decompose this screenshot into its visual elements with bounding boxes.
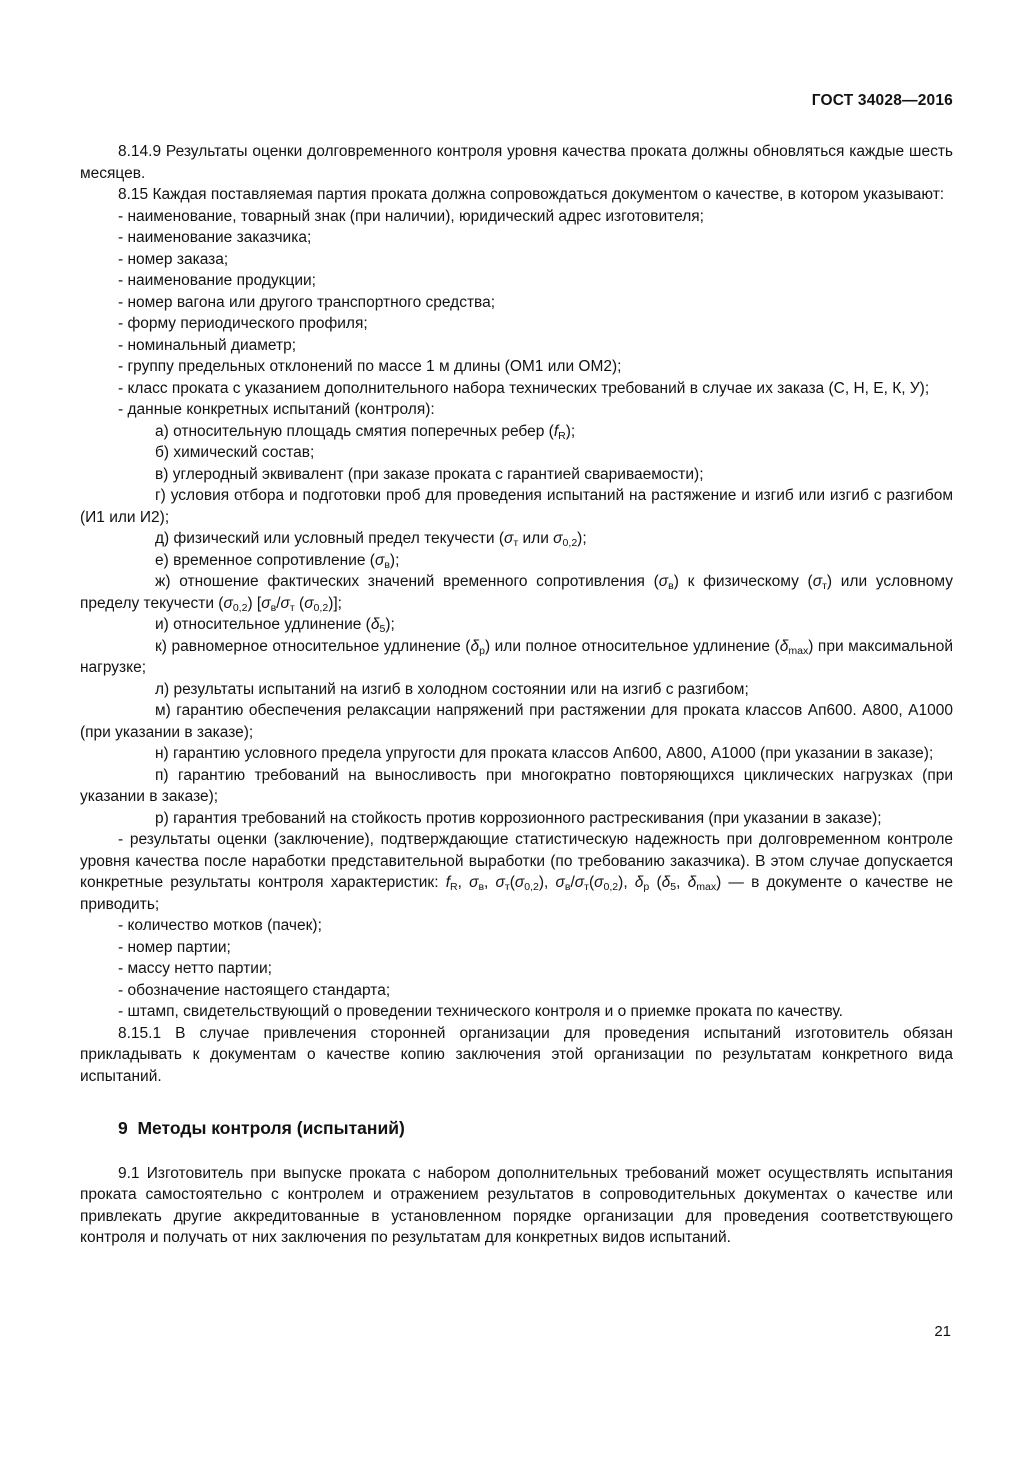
page-footer bbox=[934, 1323, 951, 1340]
standard-number: ГОСТ 34028—2016 bbox=[811, 92, 953, 109]
document-body bbox=[80, 141, 953, 1249]
paragraph: р) гарантия требований на стойкость против коррозионного растрескивания (при указании в заказе); bbox=[155, 809, 882, 827]
paragraph: - обозначение настоящего стандарта; bbox=[118, 981, 391, 999]
paragraph: г) условия отбора и подготовки проб для проведения испытаний на растяжение и изгиб или изгиб с разгибом (И1 или И2); bbox=[80, 487, 953, 526]
paragraph: - номинальный диаметр; bbox=[118, 336, 297, 354]
paragraph: б) химический состав; bbox=[155, 444, 315, 461]
paragraph: 8.15 Каждая поставляемая партия проката должна сопровождаться документом о качестве, в котором указывают: bbox=[118, 186, 945, 203]
paragraph: ж) отношение фактических значений временного сопротивления $(\sigma_в)$ к физическому $(\sigma_т)$ или условному пределу текучести $(\sigma_{0,2})$ [$\sigma_в/\sigma_т$ $(\sigma_{0,2})$]; bbox=[80, 573, 953, 614]
paragraph: - наименование заказчика; bbox=[118, 229, 312, 246]
paragraph: 8.14.9 Результаты оценки долговременного контроля уровня качества проката должны обновляться каждые шесть месяцев. bbox=[80, 143, 953, 182]
paragraph: - класс проката с указанием дополнительного набора технических требований в случае их заказа (С, Н, Е, К, У); bbox=[118, 379, 930, 397]
page-number: 21 bbox=[934, 1323, 951, 1340]
paragraph: п) гарантию требований на выносливость при многократно повторяющихся циклических нагрузках (при указании в заказе); bbox=[80, 766, 953, 805]
paragraph: 8.15.1 В случае привлечения сторонней организации для проведения испытаний изготовитель обязан прикладывать к документам о качестве копию заключения этой организации по результатам конкретного вида испытаний. bbox=[80, 1024, 953, 1085]
paragraph: - результаты оценки (заключение), подтверждающие статистическую надежность при долговременном контроле уровня качества после наработки представительной выработки (по требованию заказчика). В этом случае допускается конкретные результаты контроля характеристик: $f_R$, $\sigma_в$, $\sigma_т(\sigma_{0,2})$, $\sigma_в/\sigma_т(\sigma_{0,2})$, $\delta_р$ ($\delta_5$, $\delta_{max}$) — в документе о качестве не приводить; bbox=[80, 831, 953, 913]
paragraph: - номер партии; bbox=[118, 938, 231, 956]
paragraph: - наименование продукции; bbox=[118, 272, 316, 289]
paragraph: в) углеродный эквивалент (при заказе проката с гарантией свариваемости); bbox=[155, 465, 704, 483]
paragraph: - номер вагона или другого транспортного средства; bbox=[118, 293, 496, 311]
paragraph: а) относительную площадь смятия поперечных ребер $(f_R)$; bbox=[155, 422, 576, 442]
paragraph: л) результаты испытаний на изгиб в холодном состоянии или на изгиб с разгибом; bbox=[155, 680, 749, 698]
paragraph: - форму периодического профиля; bbox=[118, 315, 368, 332]
paragraph: д) физический или условный предел текучести ($\sigma_т$ или $\sigma_{0,2}$); bbox=[155, 530, 587, 549]
paragraph: е) временное сопротивление $(\sigma_в)$; bbox=[155, 551, 400, 571]
paragraph: м) гарантию обеспечения релаксации напряжений при растяжении для проката классов Ап600. А800, А1000 (при указании в заказе); bbox=[80, 702, 953, 741]
paragraph: - наименование, товарный знак (при наличии), юридический адрес изготовителя; bbox=[118, 207, 704, 225]
paragraph: - данные конкретных испытаний (контроля): bbox=[118, 401, 435, 418]
page-header bbox=[812, 92, 953, 110]
paragraph: - группу предельных отклонений по массе 1 м длины (ОМ1 или ОМ2); bbox=[118, 358, 622, 375]
paragraph: - штамп, свидетельствующий о проведении технического контроля и о приемке проката по качеству. bbox=[118, 1003, 843, 1020]
paragraph: - массу нетто партии; bbox=[118, 960, 272, 977]
paragraph: н) гарантию условного предела упругости для проката классов Ап600, А800, А1000 (при указании в заказе); bbox=[155, 745, 934, 762]
paragraph: - количество мотков (пачек); bbox=[118, 917, 322, 934]
paragraph: и) относительное удлинение $(\delta_5)$; bbox=[155, 616, 395, 635]
paragraph: 9.1 Изготовитель при выпуске проката с набором дополнительных требований может осуществлять испытания проката самостоятельно с контролем и отражением результатов в сопроводительных документах о качестве или привлекать другие аккредитованные в установленном порядке организации для проведения соответствующего контроля и получать от них заключения по результатам для конкретных видов испытаний. bbox=[80, 1164, 953, 1246]
paragraph: - номер заказа; bbox=[118, 250, 229, 268]
section-heading: 9 Методы контроля (испытаний) bbox=[118, 1118, 405, 1138]
paragraph: к) равномерное относительное удлинение $(\delta_р)$ или полное относительное удлинение $(\delta_{max})$ при максимальной нагрузке; bbox=[80, 637, 954, 676]
